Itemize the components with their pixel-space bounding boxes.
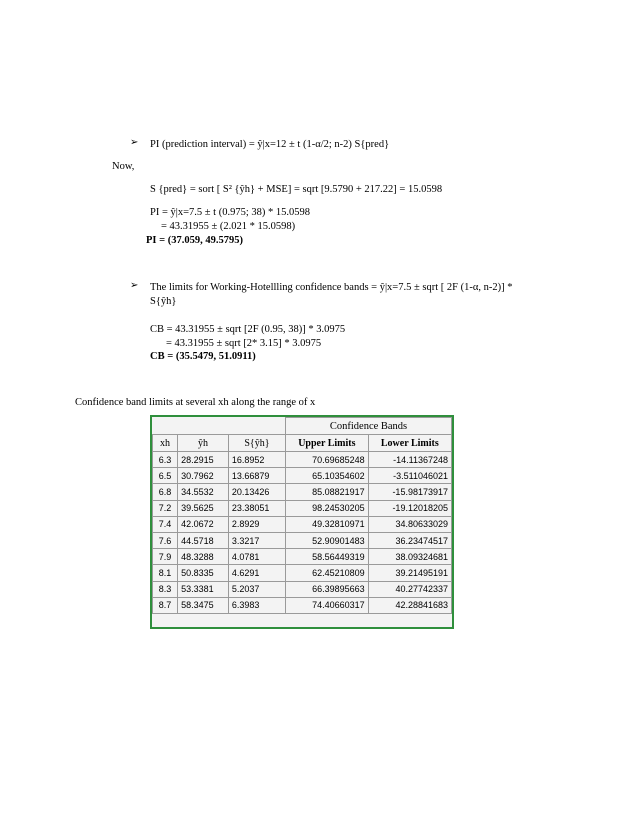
cell-lower: 36.23474517 <box>368 532 451 548</box>
cell-lower: -19.12018205 <box>368 500 451 516</box>
cell-upper: 70.69685248 <box>286 452 369 468</box>
cell-yhat: 30.7962 <box>178 468 229 484</box>
confidence-bands-title: Confidence Bands <box>286 418 452 435</box>
cell-s-yhat: 5.2037 <box>228 581 285 597</box>
cell-lower: 40.27742337 <box>368 581 451 597</box>
blank-header-cell <box>153 418 286 435</box>
pi-formula: PI (prediction interval) = ŷ|x=12 ± t (1-α/2; n-2) S{pred} <box>150 139 390 150</box>
col-header-yhat: ŷh <box>178 435 229 452</box>
cell-xh: 7.9 <box>153 549 178 565</box>
cell-s-yhat: 4.0781 <box>228 549 285 565</box>
cell-s-yhat: 6.3983 <box>228 597 285 613</box>
cell-yhat: 28.2915 <box>178 452 229 468</box>
table-row <box>153 468 452 484</box>
cell-lower: 39.21495191 <box>368 565 451 581</box>
cell-s-yhat: 4.6291 <box>228 565 285 581</box>
cell-yhat: 48.3288 <box>178 549 229 565</box>
cb-result: CB = (35.5479, 51.0911) <box>150 351 256 362</box>
table-row <box>153 532 452 548</box>
cell-xh: 6.5 <box>153 468 178 484</box>
cell-lower: -14.11367248 <box>368 452 451 468</box>
cell-xh: 7.4 <box>153 516 178 532</box>
cell-s-yhat: 2.8929 <box>228 516 285 532</box>
cell-lower: 38.09324681 <box>368 549 451 565</box>
cell-s-yhat: 16.8952 <box>228 452 285 468</box>
cell-s-yhat: 3.3217 <box>228 532 285 548</box>
cell-xh: 8.7 <box>153 597 178 613</box>
table-row <box>153 549 452 565</box>
cell-xh: 8.1 <box>153 565 178 581</box>
cell-upper: 62.45210809 <box>286 565 369 581</box>
cell-lower: -3.511046021 <box>368 468 451 484</box>
bullet-arrow-icon: ➢ <box>130 137 139 148</box>
cell-yhat: 50.8335 <box>178 565 229 581</box>
cell-s-yhat: 13.66879 <box>228 468 285 484</box>
cell-s-yhat: 20.13426 <box>228 484 285 500</box>
cell-upper: 98.24530205 <box>286 500 369 516</box>
cell-upper: 65.10354602 <box>286 468 369 484</box>
table-row <box>153 452 452 468</box>
cb-line-2: = 43.31955 ± sqrt [2* 3.15] * 3.0975 <box>166 338 322 349</box>
table-row <box>153 516 452 532</box>
cell-yhat: 34.5532 <box>178 484 229 500</box>
cell-lower: 42.28841683 <box>368 597 451 613</box>
cell-xh: 7.6 <box>153 532 178 548</box>
cell-upper: 58.56449319 <box>286 549 369 565</box>
confidence-bands-table <box>150 415 454 629</box>
cell-xh: 7.2 <box>153 500 178 516</box>
col-header-upper: Upper Limits <box>286 435 369 452</box>
cell-xh: 6.3 <box>153 452 178 468</box>
wh-formula-line-2: S{ŷh} <box>150 296 177 307</box>
table-caption: Confidence band limits at several xh along the range of x <box>75 397 316 408</box>
cell-xh: 8.3 <box>153 581 178 597</box>
table-row <box>153 500 452 516</box>
cell-upper: 49.32810971 <box>286 516 369 532</box>
cell-yhat: 58.3475 <box>178 597 229 613</box>
now-label: Now, <box>112 161 135 172</box>
cell-yhat: 39.5625 <box>178 500 229 516</box>
col-header-lower: Lower Limits <box>368 435 451 452</box>
cell-yhat: 53.3381 <box>178 581 229 597</box>
cell-upper: 74.40660317 <box>286 597 369 613</box>
cb-line-1: CB = 43.31955 ± sqrt [2F (0.95, 38)] * 3.0975 <box>150 324 346 335</box>
cell-s-yhat: 23.38051 <box>228 500 285 516</box>
cell-lower: -15.98173917 <box>368 484 451 500</box>
table-row <box>153 581 452 597</box>
spred-line: S {pred} = sort [ S² {ŷh} + MSE] = sqrt [9.5790 + 217.22] = 15.0598 <box>150 184 443 195</box>
bullet-arrow-icon: ➢ <box>130 280 139 291</box>
cell-upper: 85.08821917 <box>286 484 369 500</box>
table-row <box>153 565 452 581</box>
pi-line-2: = 43.31955 ± (2.021 * 15.0598) <box>161 221 296 232</box>
cell-lower: 34.80633029 <box>368 516 451 532</box>
cell-yhat: 44.5718 <box>178 532 229 548</box>
table-row <box>153 597 452 613</box>
cell-yhat: 42.0672 <box>178 516 229 532</box>
col-header-s-yhat: S{ŷh} <box>228 435 285 452</box>
cell-upper: 66.39895663 <box>286 581 369 597</box>
cell-upper: 52.90901483 <box>286 532 369 548</box>
pi-line-1: PI = ŷ|x=7.5 ± t (0.975; 38) * 15.0598 <box>150 207 310 218</box>
cell-xh: 6.8 <box>153 484 178 500</box>
col-header-xh: xh <box>153 435 178 452</box>
pi-result: PI = (37.059, 49.5795) <box>146 235 243 246</box>
table-row <box>153 484 452 500</box>
wh-formula-line-1: The limits for Working-Hotellling confidence bands = ŷ|x=7.5 ± sqrt [ 2F (1-α, n-2)] * <box>150 282 513 293</box>
